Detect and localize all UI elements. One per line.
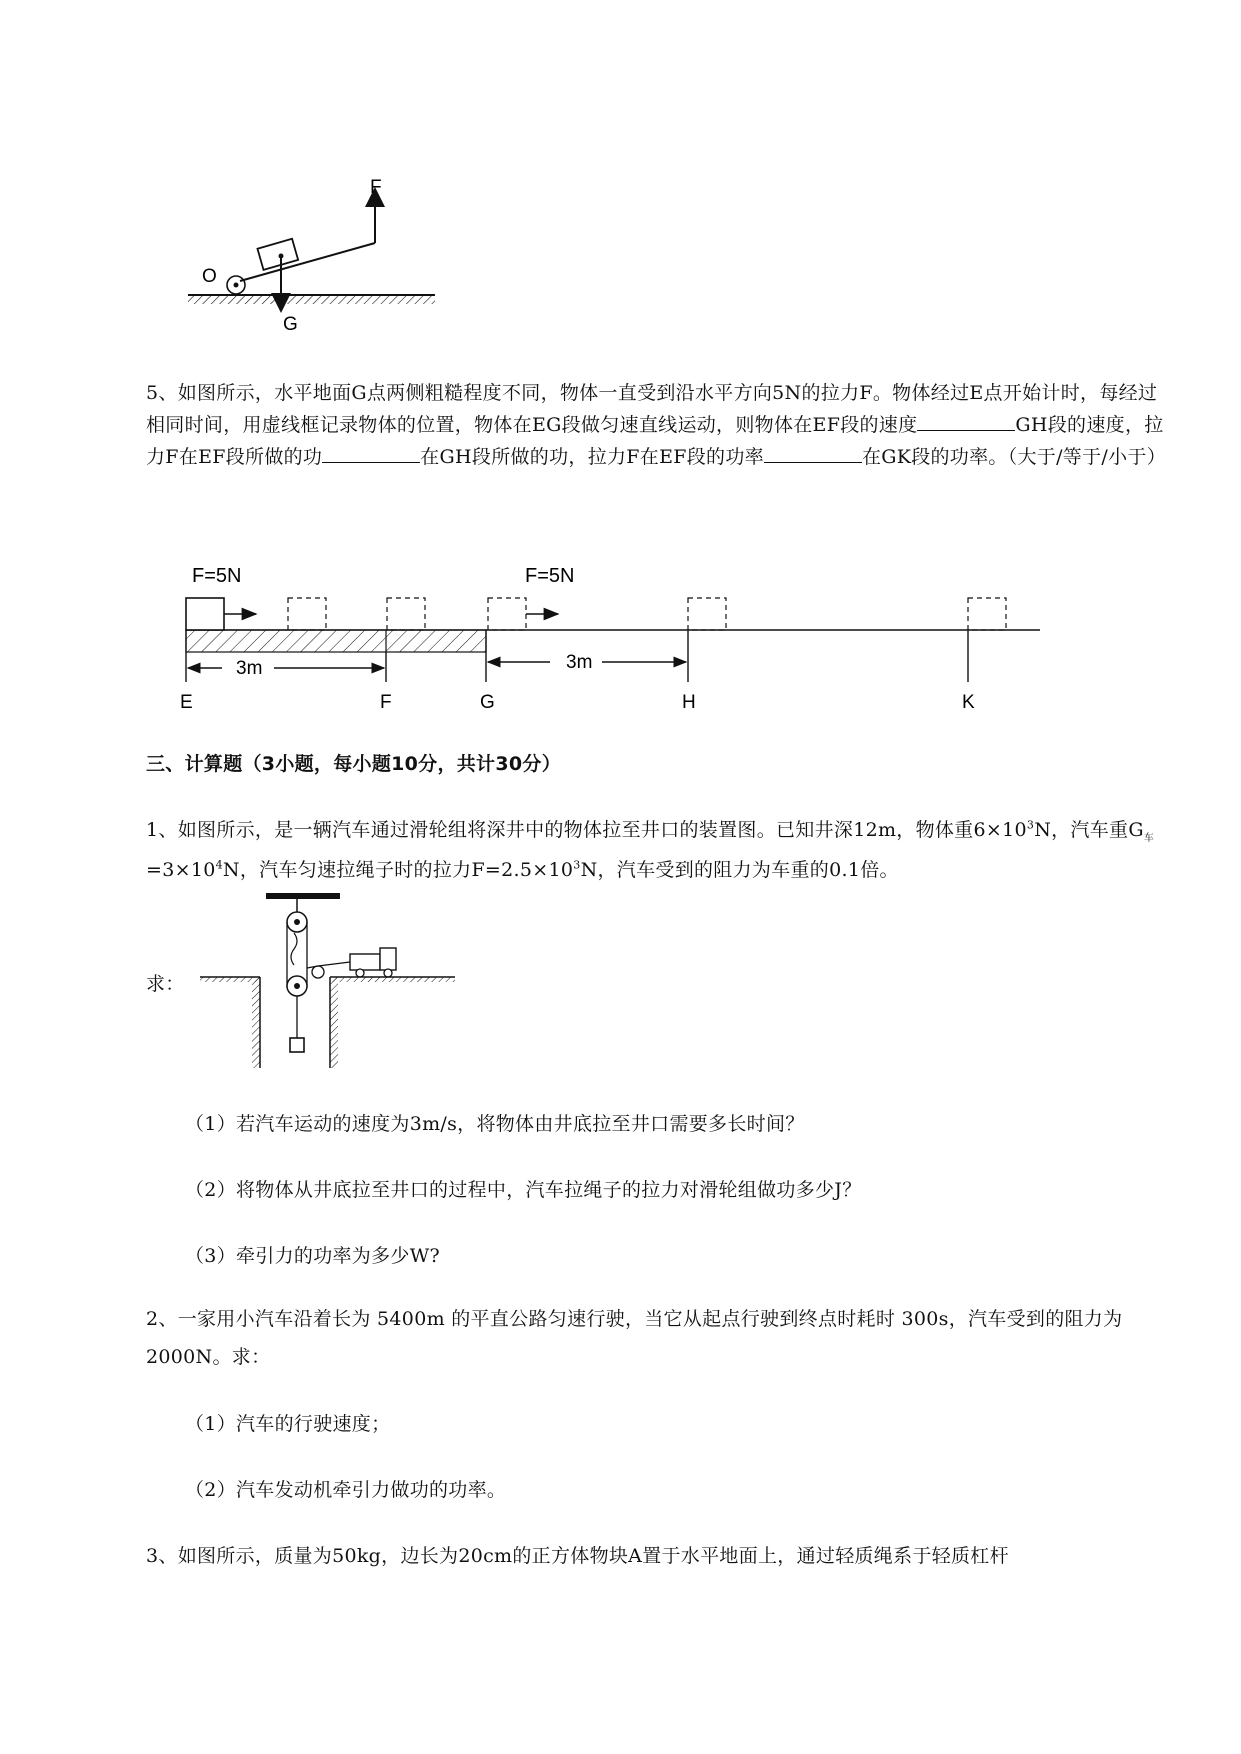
calc1-q1: （1）若汽车运动的速度为3m/s，将物体由井底拉至井口需要多长时间？ bbox=[185, 1113, 805, 1135]
ceiling-beam bbox=[266, 893, 340, 899]
point-F: F bbox=[380, 692, 392, 713]
dashed-box-1 bbox=[288, 598, 326, 630]
point-H: H bbox=[682, 692, 696, 713]
calc-question-2: 2、一家用小汽车沿着长为 5400m 的平直公路匀速行驶，当它从起点行驶到终点时耗时 300s，汽车受到的阻力为2000N。求： bbox=[146, 1308, 1123, 1368]
label-F: F bbox=[370, 177, 382, 198]
calc1-sub-car: 车 bbox=[1143, 832, 1155, 844]
section-heading: 三、计算题（3小题，每小题10分，共计30分） bbox=[146, 753, 562, 775]
truck-body bbox=[350, 954, 380, 970]
rough-surface bbox=[186, 630, 486, 652]
lever-diagram bbox=[180, 165, 450, 335]
lever-figure bbox=[180, 165, 450, 335]
calc2-q2: （2）汽车发动机牵引力做功的功率。 bbox=[185, 1479, 507, 1501]
dashed-box-5 bbox=[968, 598, 1006, 630]
calc1-exp-2: 4 bbox=[215, 858, 223, 872]
calc-question-1 bbox=[146, 810, 1176, 890]
track-diagram bbox=[180, 560, 1060, 720]
ground-hatch bbox=[188, 296, 435, 304]
calc1-stem-c: =3×10 bbox=[146, 859, 216, 881]
truck-cab bbox=[380, 948, 396, 970]
calc1-stem-d: N，汽车匀速拉绳子时的拉力F=2.5×10 bbox=[222, 859, 574, 881]
dist-EF: 3m bbox=[236, 658, 263, 679]
block-on-lever bbox=[257, 239, 298, 270]
q5-blank-1 bbox=[917, 412, 1015, 431]
calc-question-3: 3、如图所示，质量为50kg，边长为20cm的正方体物块A置于水平地面上，通过轻质绳系于轻质杠杆 bbox=[146, 1545, 1009, 1567]
question-5 bbox=[146, 377, 1176, 473]
q5-text-2: GH段的速度，拉力F在EF段所做的功 bbox=[146, 414, 1164, 468]
calc1-exp-3: 3 bbox=[573, 858, 581, 872]
q5-blank-2 bbox=[322, 444, 420, 463]
pulley-figure bbox=[200, 888, 520, 1088]
calc1-ask: 求： bbox=[146, 973, 185, 995]
dist-GH: 3m bbox=[566, 652, 593, 673]
calc1-exp-1: 3 bbox=[1026, 818, 1035, 832]
calc1-q3: （3）牵引力的功率为多少W? bbox=[185, 1245, 441, 1267]
q5-blank-3 bbox=[764, 444, 862, 463]
pulley-diagram bbox=[200, 888, 520, 1088]
point-E: E bbox=[180, 692, 193, 713]
q5-text-1: 5、如图所示，水平地面G点两侧粗糙程度不同，物体一直受到沿水平方向5N的拉力F。物体经过E点开始计时，每经过相同时间，用虚线框记录物体的位置，物体在EG段做匀速直线运动，则物体在EF段的速度 bbox=[146, 382, 1158, 436]
dashed-box-2 bbox=[387, 598, 425, 630]
dashed-box-4 bbox=[688, 598, 726, 630]
label-O: O bbox=[202, 266, 217, 287]
point-K: K bbox=[962, 692, 975, 713]
calc1-q2: （2）将物体从井底拉至井口的过程中，汽车拉绳子的拉力对滑轮组做功多少J？ bbox=[185, 1179, 862, 1201]
label-G: G bbox=[283, 314, 298, 335]
calc1-stem-e: N，汽车受到的阻力为车重的0.1倍。 bbox=[580, 859, 899, 881]
calc2-q1: （1）汽车的行驶速度； bbox=[185, 1413, 391, 1435]
calc1-stem-b: N，汽车重G bbox=[1034, 819, 1144, 841]
track-figure bbox=[180, 560, 1060, 720]
dashed-box-3 bbox=[488, 598, 526, 630]
load-block bbox=[290, 1038, 304, 1052]
q5-text-3: 在GH段所做的功，拉力F在EF段的功率 bbox=[420, 446, 764, 468]
force-label-right: F=5N bbox=[525, 565, 575, 587]
q5-text-4: 在GK段的功率。（大于/等于/小于） bbox=[861, 446, 1167, 468]
point-G: G bbox=[480, 692, 495, 713]
calc1-stem-a: 1、如图所示，是一辆汽车通过滑轮组将深井中的物体拉至井口的装置图。已知井深12m，物体重6×10 bbox=[146, 819, 1027, 841]
block-solid bbox=[186, 598, 224, 630]
force-label-left: F=5N bbox=[192, 565, 242, 587]
